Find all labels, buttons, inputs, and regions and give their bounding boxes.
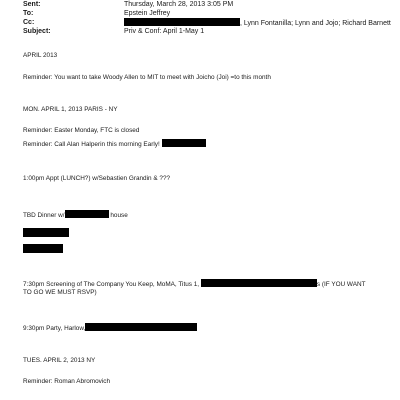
party-redaction <box>85 323 197 331</box>
email-header <box>23 0 393 36</box>
to-value: Epstein Jeffrey <box>124 10 171 17</box>
party-pre: 9:30pm Party, Harlow, <box>23 325 86 332</box>
screening-pre: 7:30pm Screening of The Company You Keep, MoMA, Titus 1, <box>23 281 200 288</box>
screening-redaction <box>201 279 317 287</box>
party-line <box>23 323 395 333</box>
sent-row <box>23 0 393 9</box>
redaction-block-1 <box>23 228 69 237</box>
sent-label: Sent: <box>23 1 41 8</box>
subject-row <box>23 27 393 36</box>
tbd-dinner-line <box>23 210 395 220</box>
reminder-easter: Reminder: Easter Monday, FTC is closed <box>23 127 140 134</box>
dinner-redaction <box>65 210 109 218</box>
reminder-call: Reminder: Call Alan Halperin this morning Early! <box>23 141 160 148</box>
day2-heading: TUES. APRIL 2, 2013 NY <box>23 357 96 364</box>
redaction-block-2 <box>23 244 63 253</box>
reminder-call-line <box>23 139 395 149</box>
call-redaction <box>162 139 206 147</box>
day1-heading: MON. APRIL 1, 2013 PARIS - NY <box>23 106 118 113</box>
sent-value: Thursday, March 28, 2013 3:05 PM <box>124 1 234 8</box>
tbd-dinner-pre: TBD Dinner w/ <box>23 212 65 219</box>
subject-label: Subject: <box>23 28 51 35</box>
subject-value: Priv & Conf: April 1-May 1 <box>124 28 205 35</box>
reminder-roman: Reminder: Roman Abromovich <box>23 378 111 385</box>
cc-redaction <box>124 18 240 26</box>
reminder-woody: Reminder: You want to take Woody Allen to MIT to meet with Joicho (Joi) =to this month <box>23 74 271 81</box>
screening-line <box>23 279 375 297</box>
cc-row <box>23 18 393 27</box>
appt-lunch: 1:00pm Appt (LUNCH?) w/Sebastien Grandin & ??? <box>23 175 171 182</box>
month-heading: APRIL 2013 <box>23 52 58 59</box>
to-row <box>23 9 393 18</box>
cc-value: , Lynn Fontanilla; Lynn and Jojo; Richard Barnett <box>240 20 391 27</box>
cc-label: Cc: <box>23 19 35 26</box>
to-label: To: <box>23 10 34 17</box>
tbd-dinner-post: house <box>108 212 128 219</box>
screening-post: s (IF YOU WANT TO GO WE MUST RSVP) <box>23 281 366 296</box>
